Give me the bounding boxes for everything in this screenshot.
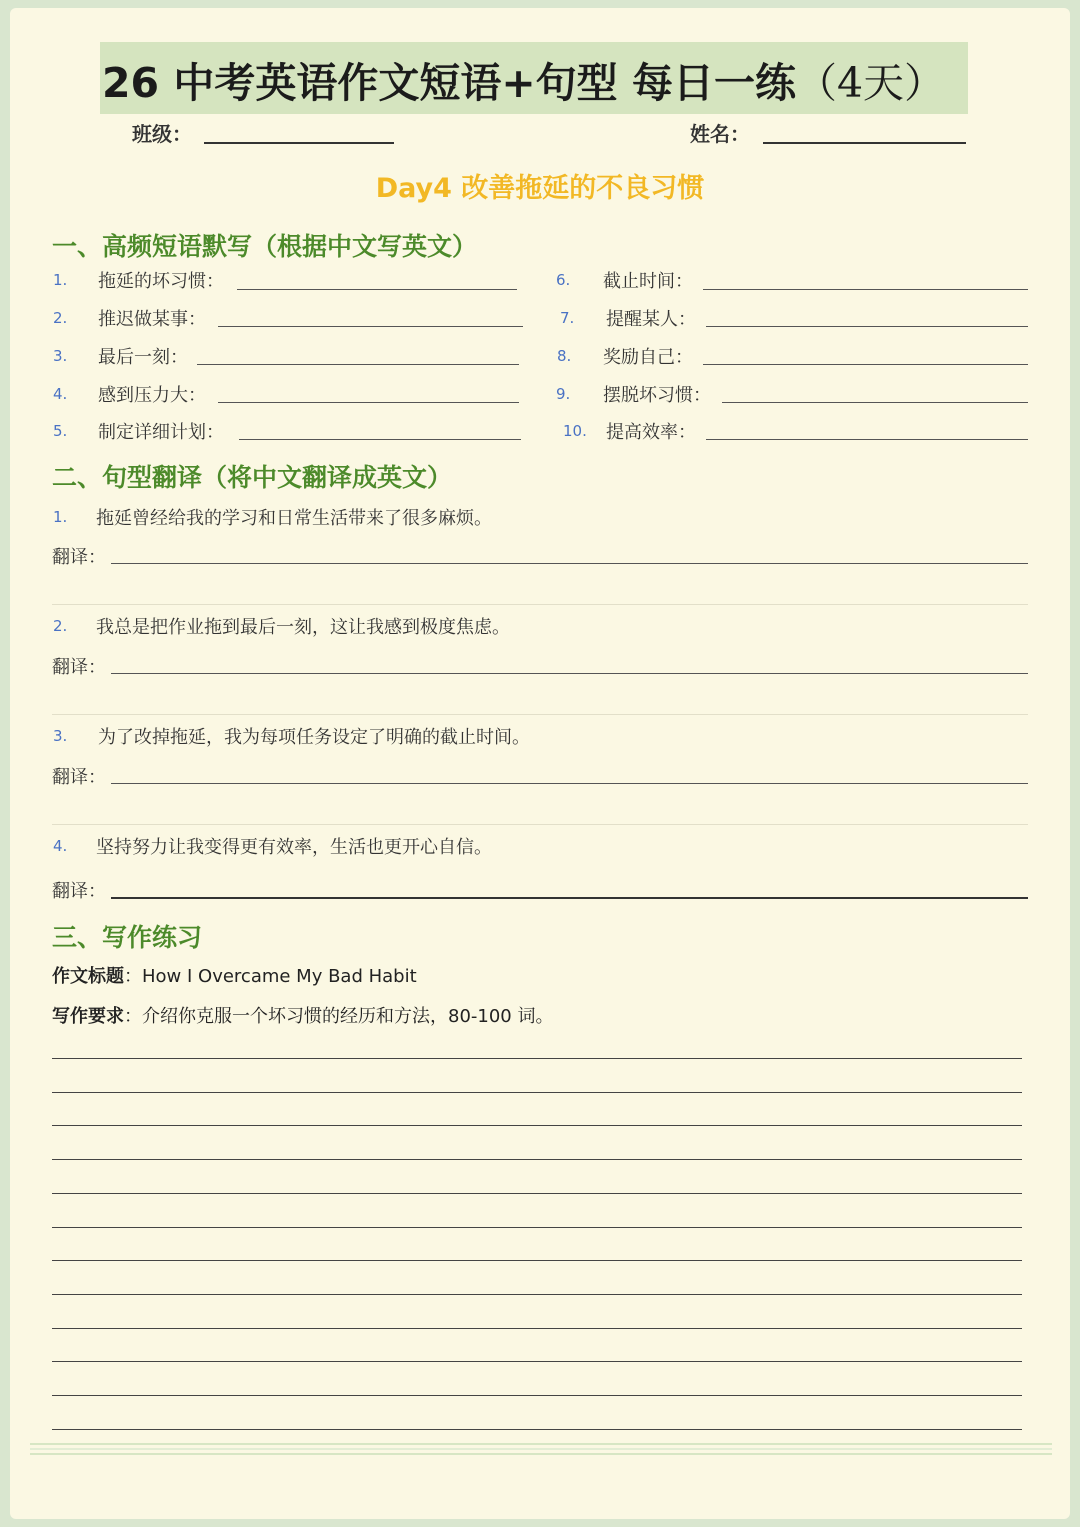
writing-line[interactable]	[52, 1260, 1022, 1261]
title-paren: （4天）	[795, 59, 946, 107]
separator	[52, 714, 1028, 715]
item-number: 9.	[556, 385, 571, 403]
footer-stripe	[30, 1443, 1052, 1445]
translation-answer-line[interactable]	[111, 897, 1028, 899]
class-field[interactable]	[204, 142, 394, 144]
translation-answer-line[interactable]	[111, 563, 1028, 564]
answer-line[interactable]	[218, 326, 523, 327]
answer-line[interactable]	[706, 439, 1028, 440]
requirement-value: ：介绍你克服一个坏习惯的经历和方法，80-100 词。	[124, 1006, 554, 1027]
name-field[interactable]	[763, 142, 966, 144]
item-number: 7.	[560, 309, 575, 327]
phrase-label: 感到压力大：	[98, 385, 206, 406]
translate-label: 翻译：	[52, 547, 106, 568]
writing-line[interactable]	[52, 1159, 1022, 1160]
item-number: 1.	[53, 271, 68, 289]
phrase-label: 最后一刻：	[98, 347, 188, 368]
answer-line[interactable]	[197, 364, 519, 365]
phrase-label: 提高效率：	[606, 422, 696, 443]
answer-line[interactable]	[237, 289, 517, 290]
writing-line[interactable]	[52, 1092, 1022, 1093]
topic-label: 作文标题	[52, 966, 124, 987]
worksheet-title	[102, 50, 945, 109]
translate-label: 翻译：	[52, 881, 106, 902]
phrase-label: 截止时间：	[603, 271, 693, 292]
item-number: 4.	[53, 837, 68, 855]
writing-line[interactable]	[52, 1058, 1022, 1059]
phrase-label: 奖励自己：	[603, 347, 693, 368]
item-number: 10.	[563, 422, 587, 440]
separator	[52, 604, 1028, 605]
essay-topic	[52, 962, 417, 988]
item-number: 3.	[53, 727, 68, 745]
item-number: 1.	[53, 508, 68, 526]
footer-stripe	[30, 1453, 1052, 1455]
writing-line[interactable]	[52, 1429, 1022, 1430]
class-label: 班级：	[132, 122, 192, 146]
sentence-text: 我总是把作业拖到最后一刻，这让我感到极度焦虑。	[96, 617, 510, 638]
item-number: 8.	[557, 347, 572, 365]
sentence-text: 为了改掉拖延，我为每项任务设定了明确的截止时间。	[98, 727, 530, 748]
sentence-text: 拖延曾经给我的学习和日常生活带来了很多麻烦。	[96, 508, 492, 529]
name-label: 姓名：	[690, 122, 750, 146]
answer-line[interactable]	[703, 289, 1028, 290]
requirement-label: 写作要求	[52, 1006, 124, 1027]
separator	[52, 824, 1028, 825]
phrase-label: 推迟做某事：	[98, 309, 206, 330]
answer-line[interactable]	[706, 326, 1028, 327]
answer-line[interactable]	[218, 402, 519, 403]
title-main: 26 中考英语作文短语+句型 每日一练	[102, 59, 796, 107]
item-number: 2.	[53, 617, 68, 635]
sentence-text: 坚持努力让我变得更有效率，生活也更开心自信。	[96, 837, 492, 858]
writing-line[interactable]	[52, 1125, 1022, 1126]
phrase-label: 拖延的坏习惯：	[98, 271, 224, 292]
item-number: 5.	[53, 422, 68, 440]
translation-answer-line[interactable]	[111, 673, 1028, 674]
topic-value: ：How I Overcame My Bad Habit	[124, 966, 417, 987]
writing-line[interactable]	[52, 1395, 1022, 1396]
writing-line[interactable]	[52, 1227, 1022, 1228]
phrase-label: 摆脱坏习惯：	[603, 385, 711, 406]
writing-line[interactable]	[52, 1328, 1022, 1329]
answer-line[interactable]	[239, 439, 521, 440]
phrase-label: 提醒某人：	[606, 309, 696, 330]
section2-heading: 二、句型翻译（将中文翻译成英文）	[52, 463, 453, 492]
section1-heading: 一、高频短语默写（根据中文写英文）	[52, 232, 478, 261]
phrase-label: 制定详细计划：	[98, 422, 224, 443]
translate-label: 翻译：	[52, 657, 106, 678]
translate-label: 翻译：	[52, 767, 106, 788]
day-title: Day4 改善拖延的不良习惯	[375, 173, 705, 204]
essay-requirement	[52, 1002, 553, 1028]
item-number: 3.	[53, 347, 68, 365]
section3-heading: 三、写作练习	[52, 923, 203, 952]
writing-line[interactable]	[52, 1294, 1022, 1295]
item-number: 2.	[53, 309, 68, 327]
writing-line[interactable]	[52, 1361, 1022, 1362]
writing-line[interactable]	[52, 1193, 1022, 1194]
answer-line[interactable]	[722, 402, 1028, 403]
item-number: 4.	[53, 385, 68, 403]
answer-line[interactable]	[703, 364, 1028, 365]
translation-answer-line[interactable]	[111, 783, 1028, 784]
item-number: 6.	[556, 271, 571, 289]
footer-stripe	[30, 1448, 1052, 1450]
